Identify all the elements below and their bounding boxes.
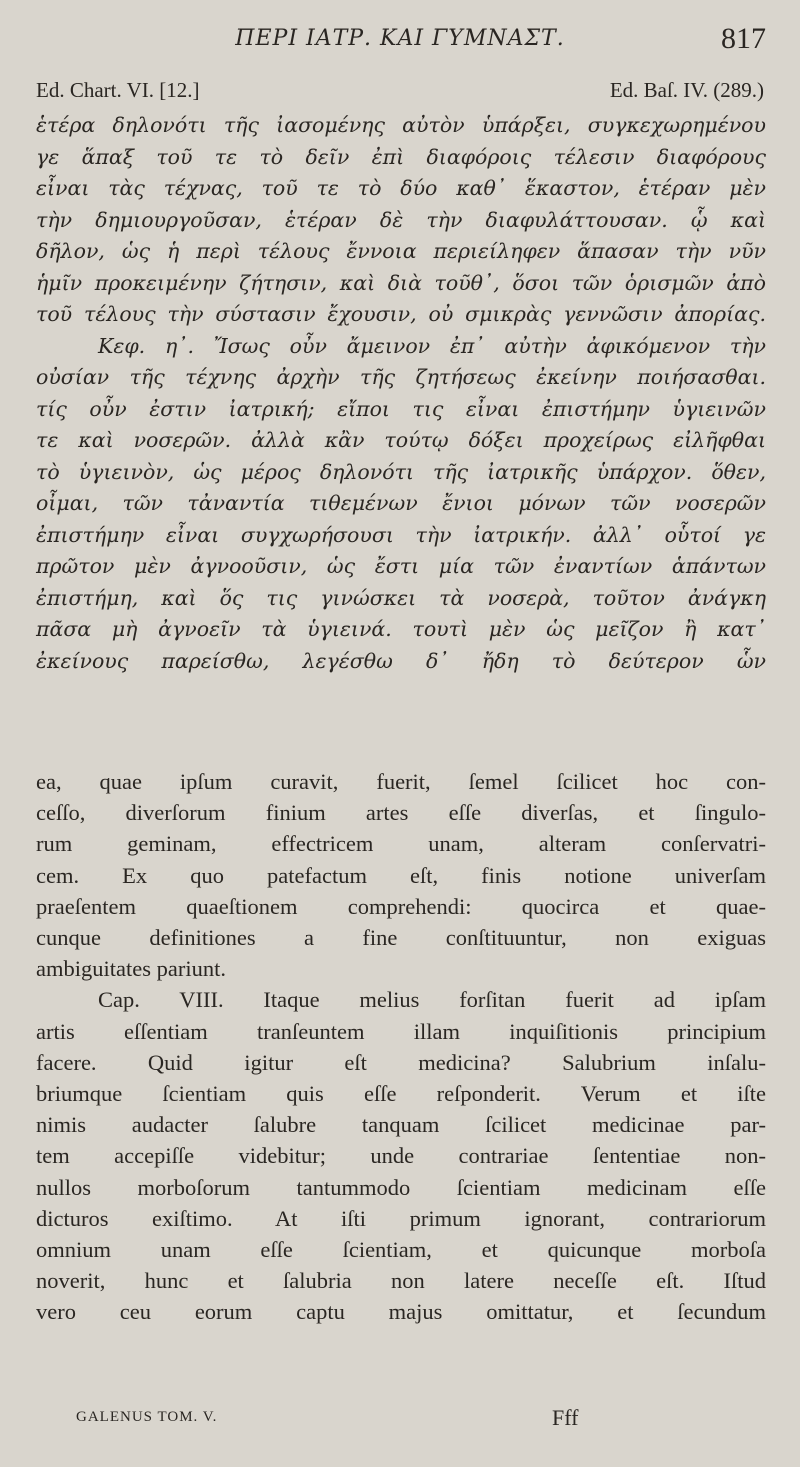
greek-line: ἐπιστήμη, καὶ ὅς τις γινώσκει τὰ νοσερὰ, τοῦτον ἀνάγκη <box>36 585 766 610</box>
quire-mark: Fff <box>552 1405 579 1430</box>
page-number: 817 <box>721 22 766 55</box>
latin-text <box>36 766 766 1328</box>
greek-line: δῆλον, ὡς ἡ περὶ τέλους ἔννοια περιείληφεν ἅπασαν τὴν νῦν <box>36 239 766 263</box>
greek-line: πᾶσα μὴ ἀγνοεῖν τὰ ὑγιεινά. τουτὶ μὲν ὡς μεῖζον ἢ κατ᾽ <box>36 617 766 641</box>
greek-line: εἶναι τὰς τέχνας, τοῦ τε τὸ δύο καθ᾽ ἕκαστον, ἑτέραν μὲν <box>36 176 766 200</box>
latin-line: nullos morboſorum tantummodo ſcientiam medicinam eſſe <box>36 1174 766 1200</box>
greek-line: οὐσίαν τῆς τέχνης ἀρχὴν τῆς ζητήσεως ἐκείνην ποιήσασθαι. <box>36 365 766 389</box>
greek-line: πρῶτον μὲν ἀγνοοῦσιν, ὡς ἔστι μία τῶν ἐναντίων ἁπάντων <box>36 554 766 578</box>
page-footer <box>0 1405 800 1445</box>
edition-chart-reference: Ed. Chart. VI. [12.] <box>36 78 200 102</box>
latin-line: tem accepiſſe videbitur; unde contrariae ſententiae non- <box>36 1143 766 1169</box>
signature-line: GALENUS TOM. V. <box>76 1409 218 1425</box>
latin-line: rum geminam, effectricem unam, alteram conſervatri- <box>36 831 766 857</box>
latin-line: briumque ſcientiam quis eſſe reſponderit. Verum et iſte <box>36 1081 766 1107</box>
latin-line: nimis audacter ſalubre tanquam ſcilicet medicinae par- <box>36 1112 766 1138</box>
running-title: ΠΕΡΙ ΙΑΤΡ. ΚΑΙ ΓΥΜΝΑΣΤ. <box>235 26 565 51</box>
latin-line: vero ceu eorum captu majus omittatur, et ſecundum <box>36 1299 766 1325</box>
latin-line: artis eſſentiam tranſeuntem illam inquiſitionis principium <box>36 1018 766 1044</box>
edition-basel-reference: Ed. Baſ. IV. (289.) <box>609 78 764 102</box>
greek-chapter-heading-line: Κεφ. η᾽. Ἴσως οὖν ἄμεινον ἐπ᾽ αὐτὴν ἀφικόμενον τὴν <box>98 333 766 358</box>
latin-line: noverit, hunc et ſalubria non latere neceſſe eſt. Iſtud <box>36 1268 766 1294</box>
greek-line: τε καὶ νοσερῶν. ἀλλὰ κἂν τούτῳ δόξει προχείρως εἰλῆφθαι <box>36 428 766 452</box>
greek-line: ἑτέρα δηλονότι τῆς ἰασομένης αὐτὸν ὑπάρξει, συγκεχωρημένου <box>36 113 766 137</box>
greek-line: τὸ ὑγιεινὸν, ὡς μέρος δηλονότι τῆς ἰατρικῆς ὑπάρχον. ὅθεν, <box>36 459 766 484</box>
greek-line: τίς οὖν ἐστιν ἰατρική; εἴποι τις εἶναι ἐπιστήμην ὑγιεινῶν <box>36 396 766 421</box>
greek-text <box>36 110 766 677</box>
latin-line: praeſentem quaeſtionem comprehendi: quocirca et quae- <box>36 893 766 919</box>
latin-line: ambiguitates pariunt. <box>36 956 226 982</box>
latin-line: cunque definitiones a fine conſtituuntur, non exiguas <box>36 925 766 951</box>
greek-line: ἐκείνους παρείσθω, λεγέσθω δ᾽ ἤδη τὸ δεύτερον ὧν <box>36 648 766 673</box>
latin-line: cem. Ex quo patefactum eſt, finis notione univerſam <box>36 862 766 888</box>
latin-line: dicturos exiſtimo. At iſti primum ignorant, contrariorum <box>36 1205 766 1231</box>
latin-line: ea, quae ipſum curavit, fuerit, ſemel ſcilicet hoc con- <box>36 769 766 794</box>
latin-chapter-heading-line: Cap. VIII. Itaque melius forſitan fuerit ad ipſam <box>98 987 766 1013</box>
greek-line: γε ἅπαξ τοῦ τε τὸ δεῖν ἐπὶ διαφόροις τέλεσιν διαφόρους <box>36 144 766 169</box>
latin-line: omnium unam eſſe ſcientiam, et quicunque morboſa <box>36 1237 766 1263</box>
greek-line: οἶμαι, τῶν τἀναντία τιθεμένων ἔνιοι μόνων τῶν νοσερῶν <box>36 491 766 515</box>
greek-line: ἐπιστήμην εἶναι συγχωρήσουσι τὴν ἰατρικήν. ἀλλ᾽ οὗτοί γε <box>36 522 766 547</box>
greek-line: ἡμῖν προκειμένην ζήτησιν, καὶ διὰ τοῦθ᾽, ὅσοι τῶν ὁρισμῶν ἀπὸ <box>36 270 766 295</box>
greek-line: τὴν δημιουργοῦσαν, ἑτέραν δὲ τὴν διαφυλάττουσαν. ᾧ καὶ <box>36 207 766 232</box>
greek-line: τοῦ τέλους τὴν σύστασιν ἔχουσιν, οὐ σμικρὰς γεννῶσιν ἀπορίας. <box>36 302 766 326</box>
latin-line: ceſſo, diverſorum finium artes eſſe diverſas, et ſingulo- <box>36 800 766 826</box>
latin-line: facere. Quid igitur eſt medicina? Salubrium inſalu- <box>36 1049 766 1075</box>
